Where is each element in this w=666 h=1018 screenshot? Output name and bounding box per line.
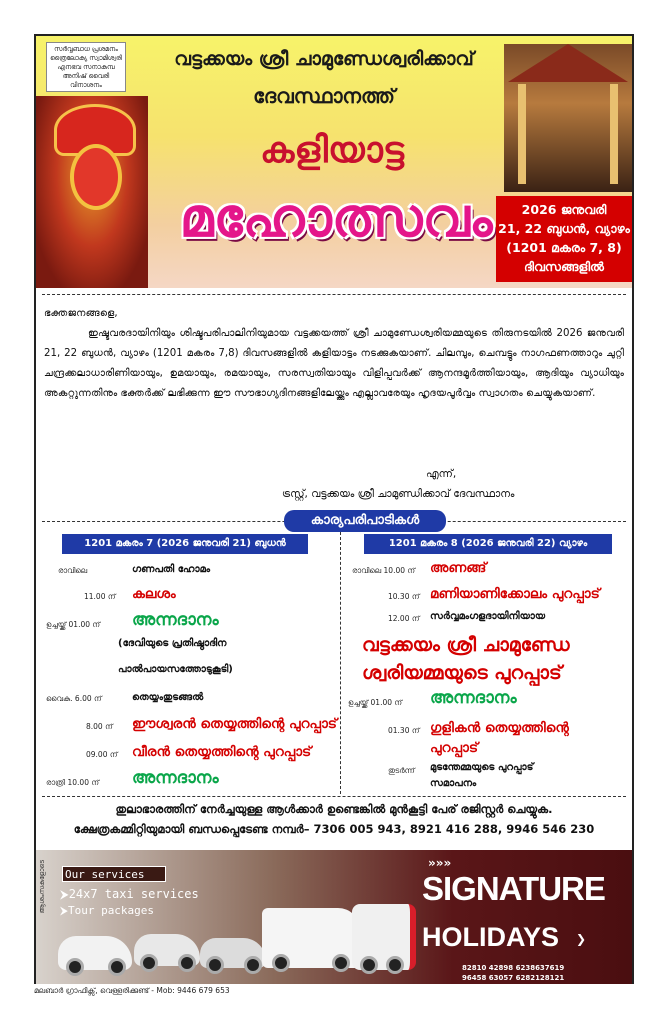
day2-event: സർവ്വമംഗളദായിനിയായ bbox=[430, 611, 546, 622]
divider bbox=[42, 294, 626, 295]
day1-event: പാൽപായസത്തോടുകൂടി) bbox=[118, 664, 233, 675]
day1-event: അന്നദാനം bbox=[132, 610, 219, 630]
wheel-icon bbox=[206, 956, 224, 974]
day1-event: അന്നദാനം bbox=[132, 768, 219, 788]
paragraph: ഇഷ്ടവരദായിനിയും ശിഷ്ടപരിപാലിനിയുമായ വട്ടക്കയത്ത് ശ്രീ ചാമുണ്ഡേശ്വരിയമ്മയുടെ തിരുനടയിൽ 2026 ജനുവരി 21, 22 ബുധൻ, വ്യാഴം (1201 മകരം 7,8) ദിവസങ്ങളിൽ കളിയാട്ടം നടക്കുകയാണ്. ചിലമ്പും, ചെമ്പട്ടും നാഗഫണത്താറും ചുറ്റി ചന്ദ്രക്കലാധാരിണിയായും, ഉമയായും, രമയായും, സരസ്വതിയായും വിളിപ്പവർക്ക് ആനന്ദമൂർത്തിയായും, ആദിയും വ്യാധിയും അകറ്റുന്നതിനും ഭക്തർക്ക് ലഭിക്കുന്ന ഈ സൗഭാഗ്യദിനങ്ങളിലേയ്ക്കും എല്ലാവരേയും ഹൃദയപൂർവ്വം സ്വാഗതം ചെയ്യുകയാണ്. bbox=[44, 328, 624, 399]
signature-line-2: ട്രസ്റ്റ്, വട്ടക്കയം ശ്രീ ചാമുണ്ഡിക്കാവ് ദേവസ്ഥാനം bbox=[282, 488, 515, 500]
day2-heading: 1201 മകരം 8 (2026 ജനുവരി 22) വ്യാഴം bbox=[364, 534, 612, 554]
day1-event: വീരൻ തെയ്യത്തിന്റെ പുറപ്പാട് bbox=[132, 744, 312, 760]
day2-event: മുടന്തേമ്മയുടെ പുറപ്പാട് bbox=[430, 762, 534, 773]
day2-event: അണങ്ങ് bbox=[430, 560, 487, 576]
temple-subtitle: ദേവസ്ഥാനത്ത് bbox=[253, 84, 395, 108]
day1-time: 8.00 ന് bbox=[86, 722, 113, 731]
day2-time: ഉച്ചയ്ക്ക് 01.00 ന് bbox=[348, 698, 403, 707]
day1-event: ഈശ്വരൻ തെയ്യത്തിന്റെ പുറപ്പാട് bbox=[132, 716, 337, 732]
day1-heading: 1201 മകരം 7 (2026 ജനുവരി 21) ബുധൻ bbox=[62, 534, 308, 554]
brand-name-2: HOLIDAYS bbox=[422, 922, 560, 952]
notice-box: സർവ്വബാധ പ്രശമനം ത്രൈലോക്യ സ്വാമിശ്വരി എനഭവ സനാകമ്പ അനിഷ് വൈരി വിനാശനം bbox=[46, 42, 126, 92]
wheel-icon bbox=[178, 954, 196, 972]
day1-time: 11.00 ന് bbox=[84, 592, 116, 601]
printer-credit: മലബാർ ഗ്രാഫിക്സ്, വെള്ളരിക്കുണ്ട് - Mob: 9446 679 653 bbox=[34, 986, 230, 995]
wheel-icon bbox=[386, 956, 404, 974]
day1-time: രാവിലെ bbox=[58, 566, 88, 575]
day1-event: കലശം bbox=[132, 586, 176, 602]
day2-time: 12.00 ന് bbox=[388, 614, 420, 623]
festival-word-2: മഹോത്സവം bbox=[179, 186, 493, 249]
chevrons-icon: »»» bbox=[428, 856, 452, 870]
arrow-icon: ❯ bbox=[576, 932, 587, 946]
registration-note: തുലാഭാരത്തിന് നേർച്ചയുള്ള ആൾക്കാർ ഉണ്ടെങ്കിൽ മുൻകൂട്ടി പേര് രജിസ്റ്റർ ചെയ്യുക. bbox=[115, 802, 553, 816]
column-divider bbox=[340, 532, 341, 794]
day2-event: സമാപനം bbox=[430, 778, 477, 789]
day2-time: തുടർന്ന് bbox=[388, 766, 415, 775]
divider bbox=[42, 796, 626, 797]
day2-time: രാവിലെ 10.00 ന് bbox=[352, 566, 416, 575]
day2-time: 01.30 ന് bbox=[388, 726, 420, 735]
day2-event: ഗുളികൻ തെയ്യത്തിന്റെ bbox=[430, 720, 569, 736]
day2-event: ശ്വരിയമ്മയുടെ പുറപ്പാട് bbox=[362, 662, 562, 684]
greeting: ഭക്തജനങ്ങളെ, bbox=[44, 308, 118, 319]
day2-event: അന്നദാനം bbox=[430, 688, 517, 708]
shrine-image bbox=[504, 44, 632, 192]
brand-name-1: SIGNATURE bbox=[422, 870, 605, 907]
wheel-icon bbox=[140, 954, 158, 972]
day1-event: തെയ്യംതുടങ്ങൽ bbox=[132, 692, 204, 703]
theyyam-image bbox=[36, 96, 148, 288]
invitation-text bbox=[44, 304, 624, 404]
day2-event: മണിയാണിക്കോലം പുറപ്പാട് bbox=[430, 586, 600, 602]
day2-event: വട്ടക്കയം ശ്രീ ചാമുണ്ഡേ bbox=[362, 634, 570, 656]
day1-time: 09.00 ന് bbox=[86, 750, 118, 759]
wheel-icon bbox=[108, 958, 126, 976]
wheel-icon bbox=[66, 958, 84, 976]
wheel-icon bbox=[272, 954, 290, 972]
wheel-icon bbox=[360, 956, 378, 974]
ad-service-line: ⮞24x7 taxi services bbox=[60, 887, 199, 901]
day1-event: ഗണപതി ഹോമം bbox=[132, 564, 211, 575]
ad-phone-1: 82810 42898 6238637619 bbox=[462, 964, 565, 972]
day1-time: ഉച്ചയ്ക്ക് 01.00 ന് bbox=[46, 620, 101, 629]
temple-name: വട്ടക്കയം ശ്രീ ചാമുണ്ഡേശ്വരിക്കാവ് bbox=[174, 48, 474, 70]
day1-time: രാത്രി 10.00 ന് bbox=[46, 778, 99, 787]
day2-time: 10.30 ന് bbox=[388, 592, 420, 601]
day2-event: പുറപ്പാട് bbox=[430, 740, 479, 756]
ad-service-line: ⮞Tour packages bbox=[60, 904, 155, 917]
header-banner bbox=[36, 36, 632, 288]
ad-phone-2: 96458 63057 6282128121 bbox=[462, 974, 565, 982]
day1-event: (ദേവിയുടെ പ്രതിഷ്ഠാദിന bbox=[118, 638, 227, 649]
ad-side-text: ആശംസകളോടെ bbox=[38, 860, 46, 914]
festival-word-1: കളിയാട്ട bbox=[260, 130, 404, 171]
programs-title: കാര്യപരിപാടികൾ bbox=[284, 510, 446, 532]
wheel-icon bbox=[244, 956, 262, 974]
day1-time: വൈകു. 6.00 ന് bbox=[46, 694, 102, 703]
contact-note: ക്ഷേത്രകമ്മിറ്റിയുമായി ബന്ധപ്പെടേണ്ട നമ്പർ– 7306 005 943, 8921 416 288, 9946 546 230 bbox=[73, 822, 595, 836]
poster bbox=[34, 34, 634, 984]
signature-line-1: എന്ന്, bbox=[426, 468, 457, 480]
wheel-icon bbox=[332, 954, 350, 972]
advertisement bbox=[36, 850, 632, 984]
ad-services-title: Our services bbox=[62, 866, 166, 882]
date-box: 2026 ജനുവരി 21, 22 ബുധൻ, വ്യാഴം (1201 മകരം 7, 8) ദിവസങ്ങളിൽ bbox=[496, 196, 632, 282]
